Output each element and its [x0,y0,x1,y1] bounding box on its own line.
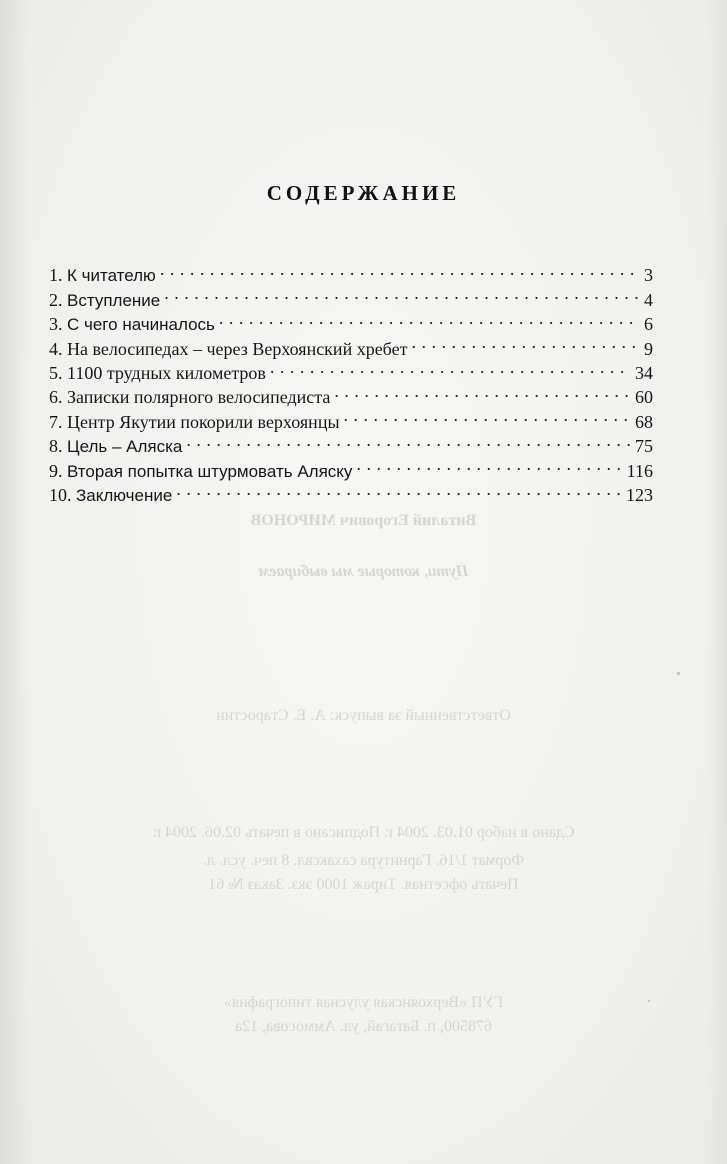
toc-page-number: 123 [626,484,653,505]
toc-entry-number: 2. [49,289,63,310]
toc-entry-text: Центр Якутии покорили верхоянцы [67,411,340,432]
toc-entry-text: Записки полярного велосипедиста [67,387,331,408]
toc-entry-text: Цель – Аляска [67,437,183,457]
bleed-through-imprint-line-2: Формат 1/16. Гарнитура сахаксвл. 8 печ. усл. л. [203,852,524,869]
bleed-through-author: Виталий Егорович МИРОНОВ [250,512,477,529]
bleed-through-printer-address: 678500, п. Батагай, ул. Аммосова, 12а [234,1018,493,1035]
bleed-through-imprint-line-3: Печать офсетная. Тираж 1000 экз. Заказ № 61 [208,876,519,893]
toc-entry-text: На велосипедах – через Верхоянский хребет [67,338,408,359]
toc-entry-number: 4. [49,338,63,359]
toc-entry-title [49,385,330,409]
toc-dot-leader [176,477,622,501]
toc-page-number: 75 [635,436,653,457]
toc-entry-number: 10. [49,484,72,505]
bleed-through-imprint-line-1: Сдано в набор 01.03. 2004 г. Подписано в печать 02.06. 2004 г. [152,824,575,841]
toc-page-number: 9 [644,338,653,359]
toc-entry-title [49,361,266,385]
toc-dot-leader [219,306,640,330]
page-shadow-left [0,0,28,1164]
toc-entry-text: К читателю [67,266,156,286]
toc-entry-title [49,263,156,288]
table-of-contents [49,257,653,505]
toc-entry-number: 7. [49,411,63,432]
toc-entry-number: 9. [49,460,63,481]
toc-entry-number: 3. [49,314,63,335]
toc-entry-number: 6. [49,387,63,408]
scan-speck [677,672,680,675]
toc-entry-title [49,483,172,508]
toc-entry-number: 8. [49,436,63,457]
toc-page-number: 6 [644,314,653,335]
bleed-through-printer: ГУП «Верхоянская улусная типография» [223,994,504,1011]
bleed-through-responsible: Ответственный за выпуск: А. Е. Старостин [216,707,511,724]
toc-dot-leader [160,257,640,281]
toc-dot-leader [186,428,631,452]
toc-dot-leader [344,403,631,427]
toc-entry-text: С чего начиналось [67,315,215,335]
toc-entry-number: 5. [49,362,63,383]
toc-page-number: 3 [644,265,653,286]
toc-dot-leader [356,452,622,476]
toc-entry [49,257,653,286]
toc-page-number: 116 [626,460,653,481]
toc-page-number: 68 [635,411,653,432]
bleed-through-book-title: Пути, которые мы выбираем [258,563,469,580]
toc-dot-leader [334,379,631,403]
toc-dot-leader [411,330,640,354]
toc-entry-text: Вступление [67,290,161,310]
toc-entry-title [49,434,182,459]
toc-dot-leader [270,355,631,379]
scan-speck [648,1000,650,1002]
toc-entry-title [49,288,160,313]
toc-page-number: 60 [635,387,653,408]
toc-page-number: 34 [635,362,653,383]
toc-entry-text: Вторая попытка штурмовать Аляску [67,461,353,481]
toc-entry-number: 1. [49,265,63,286]
toc-entry-title [49,312,215,337]
page-shadow-right [709,0,727,1164]
toc-dot-leader [164,281,640,305]
toc-entry-text: Заключение [76,485,173,505]
toc-entry-text: 1100 трудных километров [67,362,266,383]
toc-page-number: 4 [644,289,653,310]
page-title: СОДЕРЖАНИЕ [266,181,461,205]
